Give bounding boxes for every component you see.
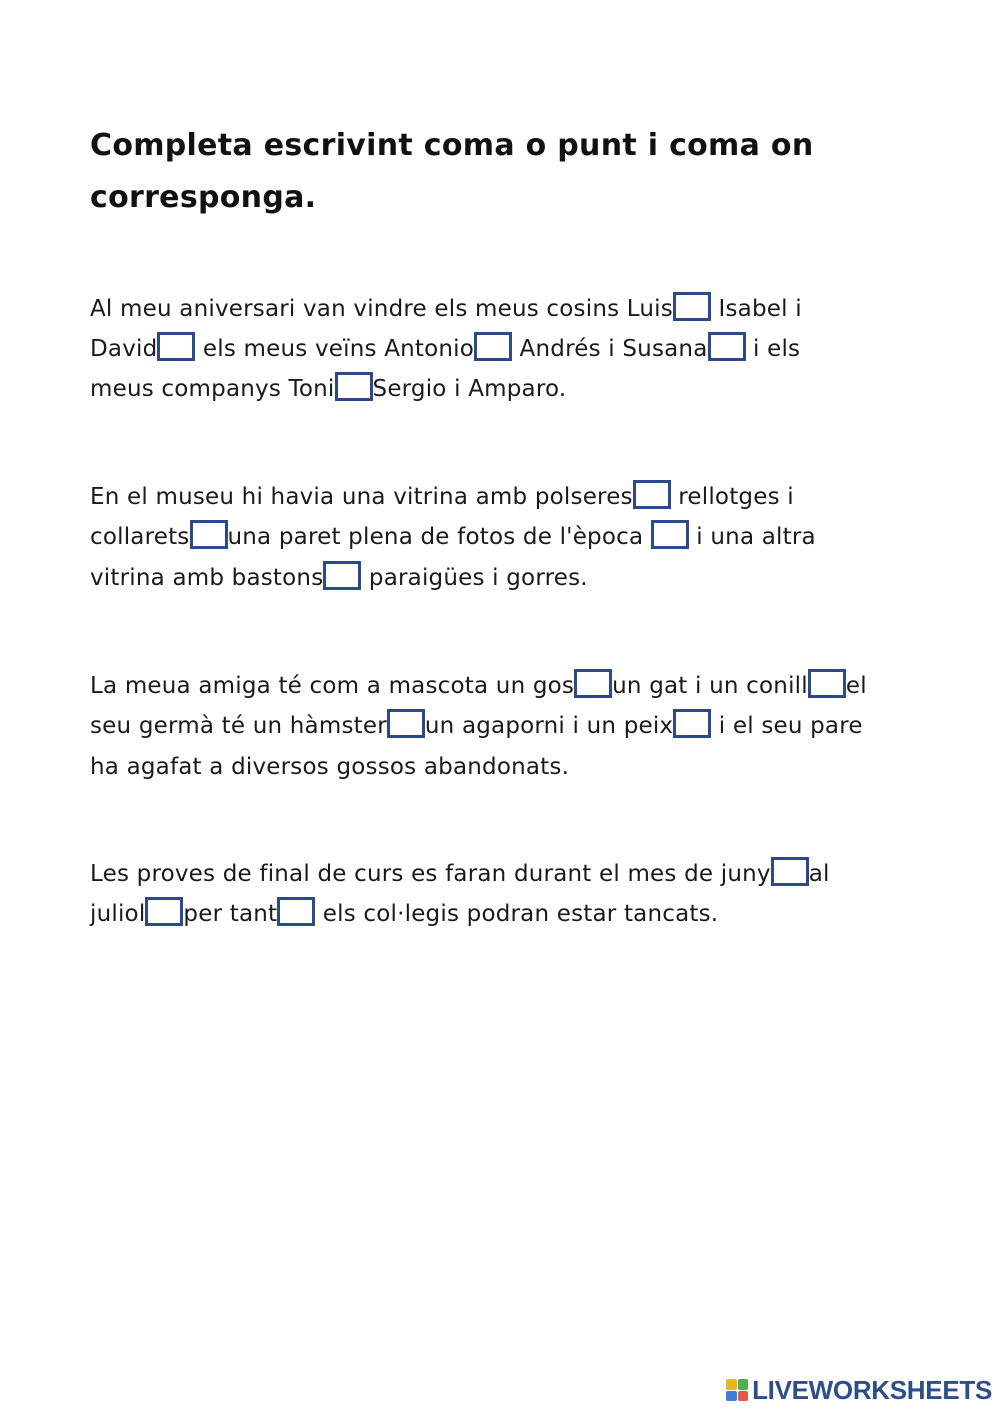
answer-box[interactable]	[633, 480, 671, 509]
answer-box[interactable]	[673, 709, 711, 738]
text-segment: vitrina amb bastons	[90, 565, 324, 591]
exercise-instructions	[90, 120, 910, 224]
answer-box[interactable]	[323, 561, 361, 590]
paragraph-3-line-3	[90, 747, 569, 787]
text-segment: al	[808, 861, 830, 887]
text-segment: rellotges i	[670, 484, 794, 510]
answer-box[interactable]	[387, 709, 425, 738]
answer-box[interactable]	[157, 332, 195, 361]
text-segment: Al meu aniversari van vindre els meus cosins Luis	[90, 296, 673, 322]
text-segment: collarets	[90, 524, 190, 550]
answer-box[interactable]	[190, 520, 228, 549]
instructions-line-1: Completa escrivint coma o punt i coma on	[90, 128, 814, 163]
text-segment: el	[845, 673, 867, 699]
text-segment: David	[90, 336, 158, 362]
answer-box[interactable]	[673, 292, 711, 321]
text-segment: Les proves de final de curs es faran durant el mes de juny	[90, 861, 771, 887]
text-segment: Isabel i	[710, 296, 802, 322]
text-segment: una paret plena de fotos de l'època	[227, 524, 651, 550]
text-segment: Sergio i Amparo.	[372, 376, 567, 402]
answer-box[interactable]	[771, 857, 809, 886]
text-segment: En el museu hi havia una vitrina amb polseres	[90, 484, 633, 510]
paragraph-3-line-2	[90, 706, 863, 746]
liveworksheets-logo	[726, 1375, 992, 1405]
text-segment: paraigües i gorres.	[361, 565, 588, 591]
answer-box[interactable]	[277, 897, 315, 926]
paragraph-1-line-2	[90, 329, 800, 369]
instructions-line-2: corresponga.	[90, 180, 317, 215]
text-segment: un gat i un conill	[612, 673, 808, 699]
answer-box[interactable]	[708, 332, 746, 361]
text-segment: La meua amiga té com a mascota un gos	[90, 673, 575, 699]
text-segment: juliol	[90, 901, 146, 927]
paragraph-1-line-1	[90, 289, 802, 329]
text-segment: els col·legis podran estar tancats.	[315, 901, 719, 927]
paragraph-2-line-1	[90, 477, 794, 517]
answer-box[interactable]	[335, 372, 373, 401]
liveworksheets-logo-icon	[726, 1379, 748, 1401]
paragraph-1-line-3	[90, 369, 566, 409]
text-segment: i el seu pare	[711, 713, 863, 739]
text-segment: i una altra	[688, 524, 816, 550]
answer-box[interactable]	[145, 897, 183, 926]
answer-box[interactable]	[474, 332, 512, 361]
paragraph-4-line-2	[90, 894, 718, 934]
logo-text: LIVEWORKSHEETS	[752, 1374, 992, 1405]
paragraph-2-line-2	[90, 517, 816, 557]
text-segment: per tant	[183, 901, 278, 927]
text-segment: els meus veïns Antonio	[195, 336, 475, 362]
text-segment: i els	[745, 336, 801, 362]
text-segment: ha agafat a diversos gossos abandonats.	[90, 754, 570, 780]
answer-box[interactable]	[808, 669, 846, 698]
paragraph-2-line-3	[90, 558, 588, 598]
text-segment: seu germà té un hàmster	[90, 713, 387, 739]
paragraph-3-line-1	[90, 666, 867, 706]
answer-box[interactable]	[574, 669, 612, 698]
answer-box[interactable]	[651, 520, 689, 549]
text-segment: meus companys Toni	[90, 376, 335, 402]
text-segment: Andrés i Susana	[512, 336, 708, 362]
paragraph-4-line-1	[90, 854, 830, 894]
text-segment: un agaporni i un peix	[424, 713, 674, 739]
